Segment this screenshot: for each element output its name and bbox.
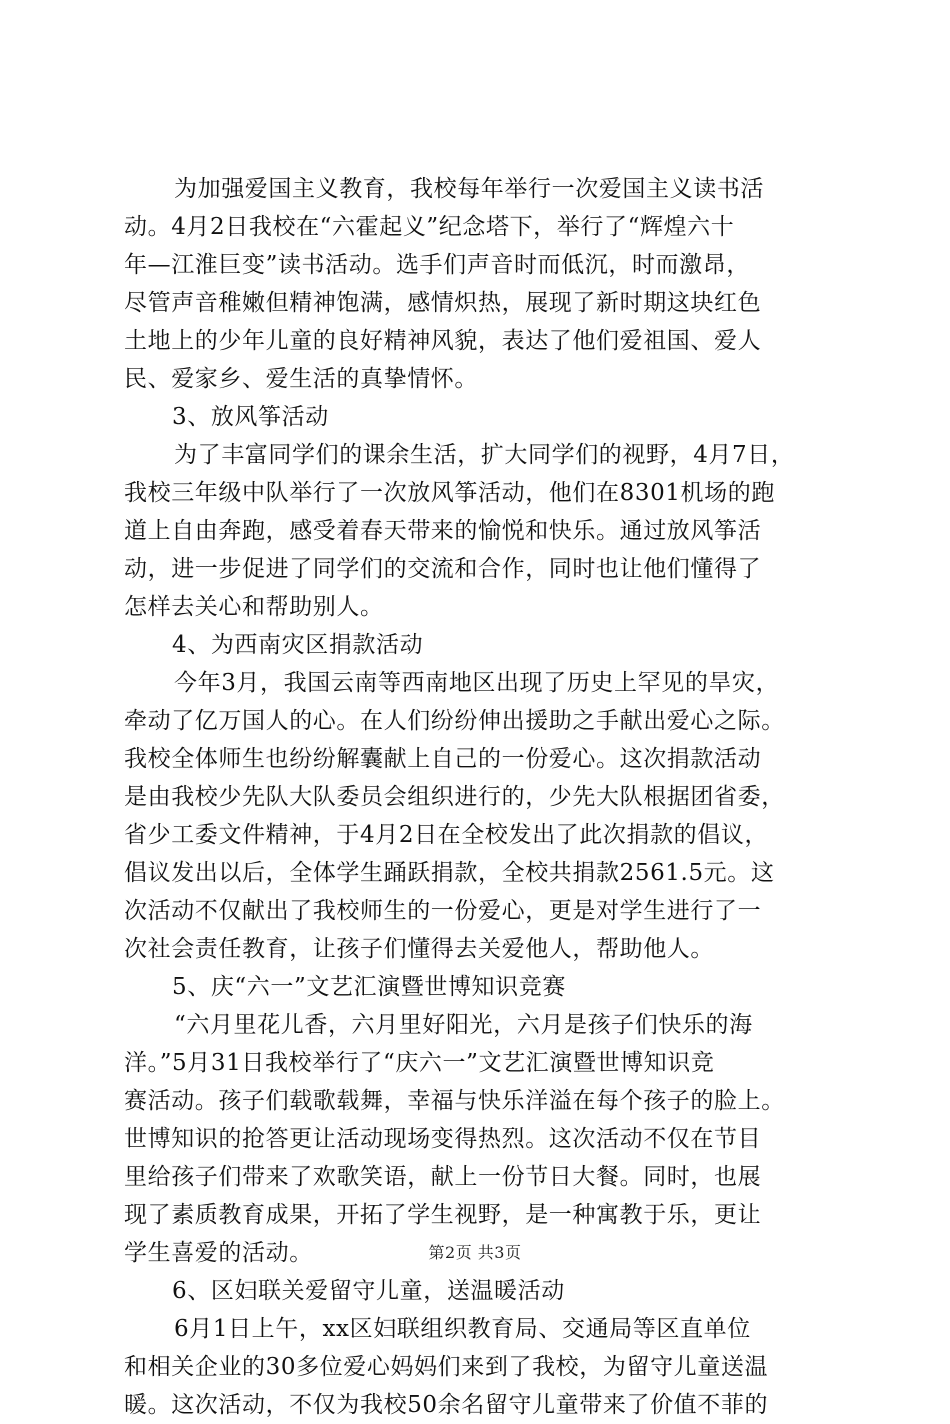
paragraph-line: 民、爱家乡、爱生活的真挚情怀。 <box>124 366 478 392</box>
paragraph-line: 省少工委文件精神，于4月2日在全校发出了此次捐款的倡议， <box>124 822 769 848</box>
paragraph-line: 为了丰富同学们的课余生活，扩大同学们的视野，4月7日， <box>174 442 795 468</box>
paragraph-line: “六月里花儿香，六月里好阳光，六月是孩子们快乐的海 <box>174 1012 753 1038</box>
paragraph-line: 道上自由奔跑，感受着春天带来的愉悦和快乐。通过放风筝活 <box>124 518 762 544</box>
paragraph-line: 土地上的少年儿童的良好精神风貌，表达了他们爱祖国、爱人 <box>124 328 762 354</box>
paragraph-line: 动。4月2日我校在“六霍起义”纪念塔下，举行了“辉煌六十 <box>124 214 735 240</box>
paragraph-line: 赛活动。孩子们载歌载舞，幸福与快乐洋溢在每个孩子的脸上。 <box>124 1088 785 1114</box>
paragraph-line: 和相关企业的30多位爱心妈妈们来到了我校，为留守儿童送温 <box>124 1354 769 1380</box>
paragraph-line: 学生喜爱的活动。 <box>124 1240 313 1266</box>
paragraph-line: 年—江淮巨变”读书活动。选手们声音时而低沉，时而激昂， <box>124 252 750 278</box>
paragraph-line: 次社会责任教育，让孩子们懂得去关爱他人，帮助他人。 <box>124 936 714 962</box>
document-body <box>124 170 836 1424</box>
paragraph-line: 是由我校少先队大队委员会组织进行的，少先大队根据团省委， <box>124 784 785 810</box>
paragraph-line: 为加强爱国主义教育，我校每年举行一次爱国主义读书活 <box>174 176 764 202</box>
paragraph-line: 动，进一步促进了同学们的交流和合作，同时也让他们懂得了 <box>124 556 762 582</box>
section-heading: 5、庆“六一”文艺汇演暨世博知识竞赛 <box>172 974 566 1000</box>
paragraph-line: 我校全体师生也纷纷解囊献上自己的一份爱心。这次捐款活动 <box>124 746 762 772</box>
paragraph-line: 里给孩子们带来了欢歌笑语，献上一份节日大餐。同时，也展 <box>124 1164 762 1190</box>
paragraph-line: 倡议发出以后，全体学生踊跃捐款，全校共捐款2561.5元。这 <box>124 860 775 886</box>
paragraph-line: 次活动不仅献出了我校师生的一份爱心，更是对学生进行了一 <box>124 898 762 924</box>
section-heading: 3、放风筝活动 <box>172 404 329 430</box>
paragraph-line: 今年3月，我国云南等西南地区出现了历史上罕见的旱灾， <box>174 670 780 696</box>
section-heading: 6、区妇联关爱留守儿童，送温暖活动 <box>172 1278 565 1304</box>
paragraph-line: 6月1日上午，xx区妇联组织教育局、交通局等区直单位 <box>174 1316 751 1342</box>
section-heading: 4、为西南灾区捐款活动 <box>172 632 424 658</box>
paragraph-line: 暖。这次活动，不仅为我校50余名留守儿童带来了价值不菲的 <box>124 1392 769 1418</box>
paragraph-line: 尽管声音稚嫩但精神饱满，感情炽热，展现了新时期这块红色 <box>124 290 762 316</box>
paragraph-line: 现了素质教育成果，开拓了学生视野，是一种寓教于乐，更让 <box>124 1202 762 1228</box>
paragraph-line: 牵动了亿万国人的心。在人们纷纷伸出援助之手献出爱心之际。 <box>124 708 785 734</box>
paragraph-line: 我校三年级中队举行了一次放风筝活动，他们在8301机场的跑 <box>124 480 775 506</box>
page-footer: 第2页 共3页 <box>428 1243 522 1262</box>
paragraph-line: 怎样去关心和帮助别人。 <box>124 594 384 620</box>
paragraph-line: 世博知识的抢答更让活动现场变得热烈。这次活动不仅在节目 <box>124 1126 762 1152</box>
paragraph-line: 洋。”5月31日我校举行了“庆六一”文艺汇演暨世博知识竞 <box>124 1050 715 1076</box>
